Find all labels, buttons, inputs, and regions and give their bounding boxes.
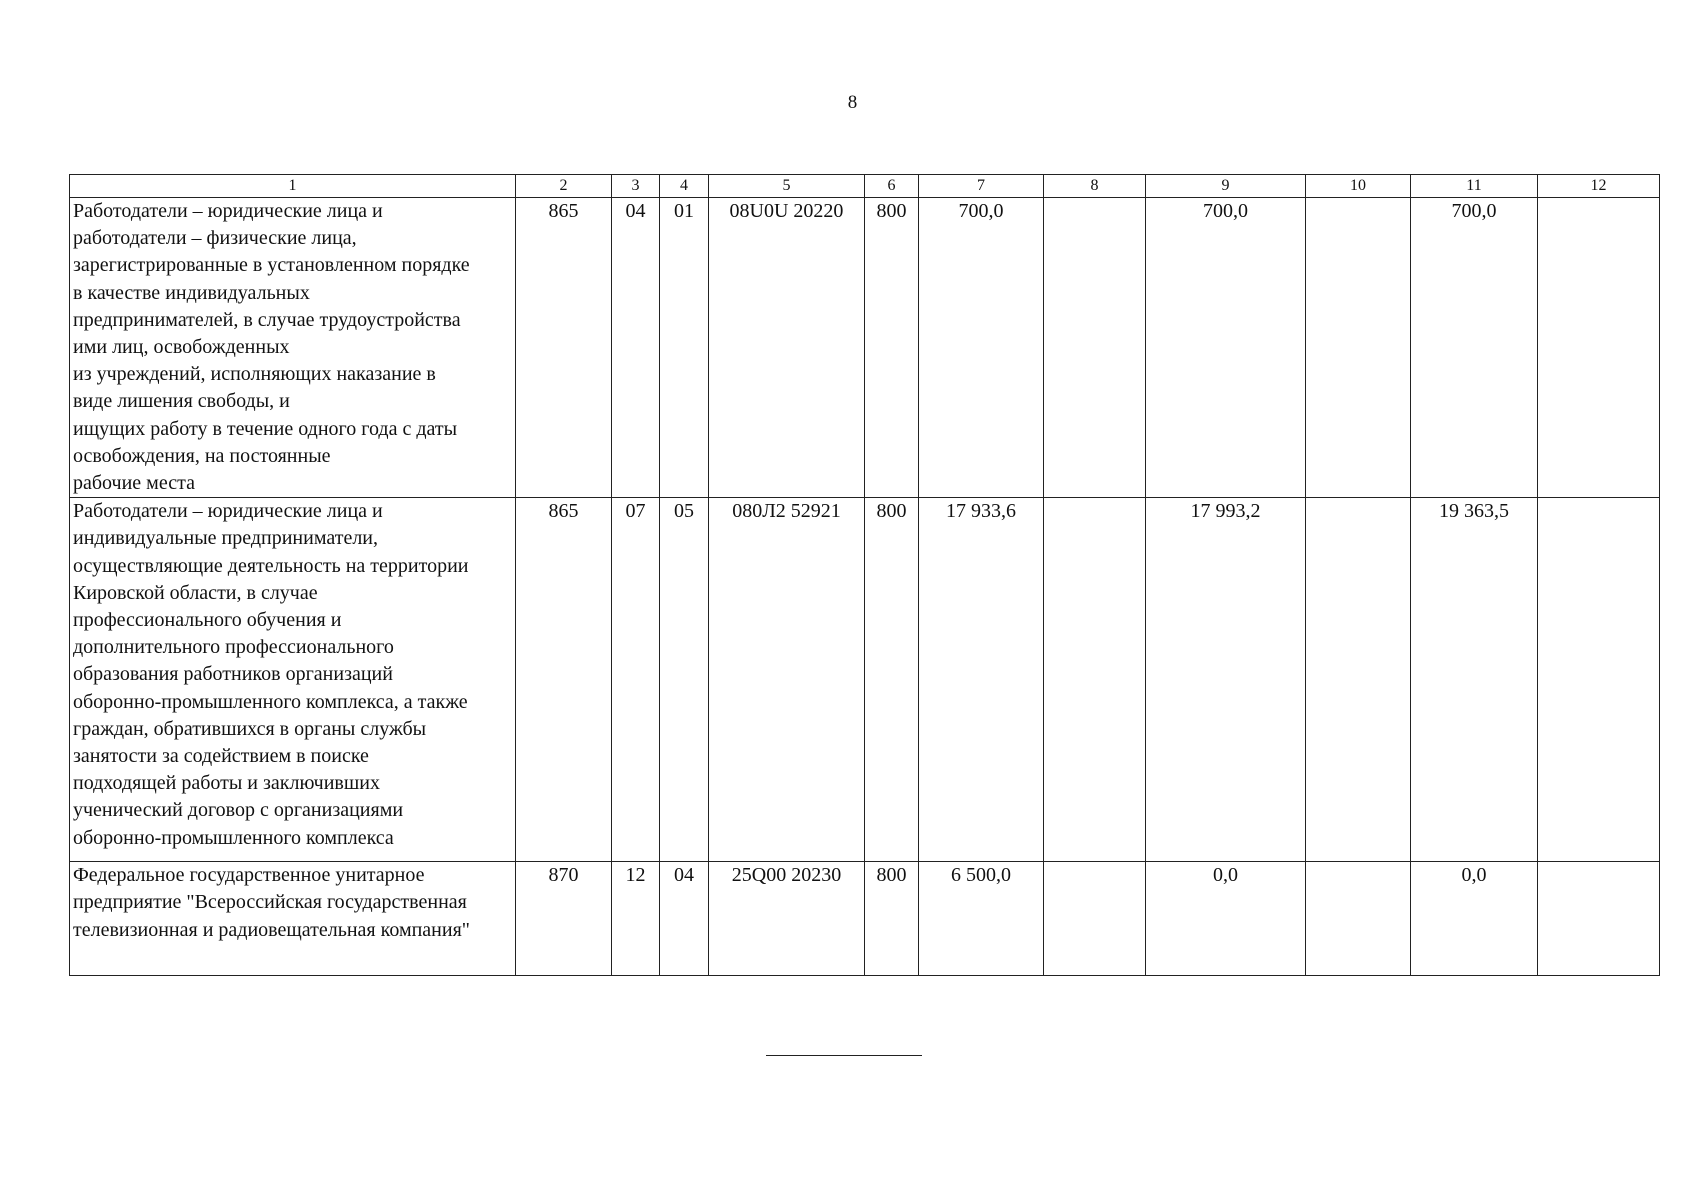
cell-amount-7: 17 933,6 [919,498,1044,862]
description-line: образования работников организаций [73,663,393,686]
cell-col-8 [1044,198,1146,498]
cell-amount-7: 6 500,0 [919,862,1044,976]
header-cell: 7 [919,175,1044,198]
row-description [70,862,516,976]
description-line: оборонно-промышленного комплекса [73,826,394,849]
cell-expense-type: 800 [865,498,919,862]
description-line: предпринимателей, в случае трудоустройства [73,308,461,331]
description-line: освобождения, на постоянные [73,444,331,467]
cell-subsection: 04 [660,862,709,976]
cell-target-article: 080Л2 52921 [709,498,865,862]
description-line: телевизионная и радиовещательная компания" [73,918,470,941]
header-cell: 4 [660,175,709,198]
description-line: ищущих работу в течение одного года с даты [73,417,458,440]
cell-amount-11: 0,0 [1411,862,1538,976]
cell-amount-11: 700,0 [1411,198,1538,498]
header-row [70,175,1660,198]
cell-section: 07 [612,498,660,862]
description-line: Работодатели – юридические лица и [73,200,383,222]
header-cell: 8 [1044,175,1146,198]
row-description [70,498,516,862]
header-cell: 11 [1411,175,1538,198]
cell-col-12 [1538,862,1660,976]
description-line: оборонно-промышленного комплекса, а также [73,690,468,713]
description-line: виде лишения свободы, и [73,390,290,413]
cell-col-12 [1538,198,1660,498]
description-line: индивидуальные предприниматели, [73,527,378,550]
description-line: Федеральное государственное унитарное [73,864,425,887]
cell-col-8 [1044,498,1146,862]
header-cell: 10 [1306,175,1411,198]
cell-admin-code: 870 [516,862,612,976]
cell-expense-type: 800 [865,198,919,498]
description-line: в качестве индивидуальных [73,281,310,304]
cell-target-article: 08U0U 20220 [709,198,865,498]
cell-section: 04 [612,198,660,498]
cell-amount-9: 700,0 [1146,198,1306,498]
cell-admin-code: 865 [516,198,612,498]
header-cell: 12 [1538,175,1660,198]
cell-section: 12 [612,862,660,976]
description-line: профессионального обучения и [73,609,342,632]
description-line: граждан, обратившихся в органы службы [73,717,427,740]
table-row [70,862,1660,976]
description-line: работодатели – физические лица, [73,227,357,250]
cell-amount-7: 700,0 [919,198,1044,498]
description-line: занятости за содействием в поиске [73,745,369,768]
row-description [70,198,516,498]
description-line: подходящей работы и заключивших [73,772,380,795]
page-number: 8 [847,92,858,113]
table-row [70,198,1660,498]
cell-col-10 [1306,498,1411,862]
budget-table [69,174,1660,976]
header-cell: 6 [865,175,919,198]
cell-col-12 [1538,498,1660,862]
footer-rule [766,1055,922,1056]
description-line: ученический договор с организациями [73,799,404,822]
cell-subsection: 05 [660,498,709,862]
description-line: дополнительного профессионального [73,636,394,659]
cell-expense-type: 800 [865,862,919,976]
header-cell: 5 [709,175,865,198]
description-line: из учреждений, исполняющих наказание в [73,363,436,386]
description-line: рабочие места [73,472,195,495]
cell-admin-code: 865 [516,498,612,862]
description-line: Кировской области, в случае [73,581,318,604]
header-cell: 9 [1146,175,1306,198]
description-line: осуществляющие деятельность на территории [73,554,469,577]
cell-col-10 [1306,862,1411,976]
header-cell: 2 [516,175,612,198]
description-line: зарегистрированные в установленном порядке [73,254,470,277]
header-cell: 3 [612,175,660,198]
table-row [70,498,1660,862]
cell-amount-11: 19 363,5 [1411,498,1538,862]
cell-col-10 [1306,198,1411,498]
cell-amount-9: 17 993,2 [1146,498,1306,862]
description-line: ими лиц, освобожденных [73,336,290,359]
cell-amount-9: 0,0 [1146,862,1306,976]
cell-col-8 [1044,862,1146,976]
cell-subsection: 01 [660,198,709,498]
header-cell: 1 [70,175,516,198]
description-line: предприятие "Всероссийская государственная [73,891,467,914]
cell-target-article: 25Q00 20230 [709,862,865,976]
description-line: Работодатели – юридические лица и [73,500,383,523]
